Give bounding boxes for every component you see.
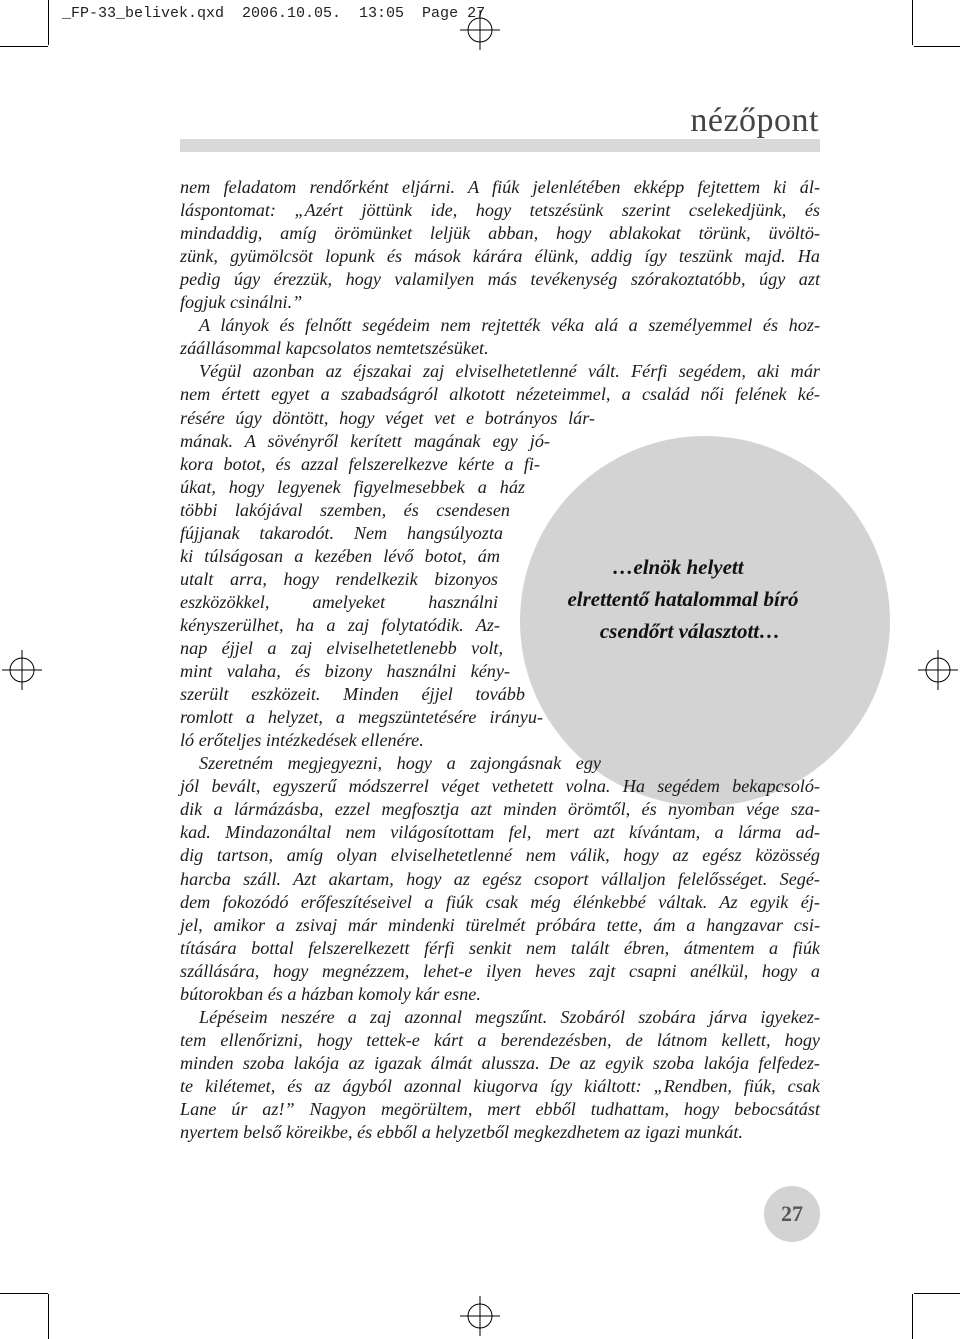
crop-mark (0, 1293, 48, 1294)
crop-mark (48, 1294, 49, 1339)
body-text-line: jól bevált, egyszerű módszerrel véget vethetett volna. Ha segédem bekapcsoló- (180, 776, 820, 797)
body-text-line: bútorokban és a házban komoly kár esne. (180, 983, 481, 1004)
body-text-line: kad. Mindazonáltal nem világosítottam fel, mert azt kívántam, a lárma ad- (180, 822, 820, 843)
body-text-line: kényszerülhet, ha a zaj folytatódik. Az- (180, 614, 500, 635)
page-number: 27 (781, 1201, 803, 1226)
body-text-line: nap éjjel a zaj elviselhetetlenebb volt, (180, 638, 503, 658)
body-text-line: nem feladatom rendőrként eljárni. A fiúk jelenlétében ekképp fejtettem ki ál- (180, 177, 820, 197)
body-text-line: dig tartson, amíg olyan elviselhetetlenné nem válik, hogy az egész közösség (180, 845, 820, 866)
crop-mark (48, 0, 49, 45)
crop-mark (914, 46, 960, 47)
body-text-line: romlott a helyzet, a megszüntetésére irányu- (180, 707, 543, 728)
body-text-line: Végül azonban az éjszakai zaj elviselhetetlenné vált. Férfi segédem, aki már (199, 361, 820, 382)
body-text-line: A lányok és felnőtt segédeim nem rejtették véka alá a személyemmel és hoz- (199, 315, 820, 336)
registration-mark-bottom (460, 1296, 500, 1336)
body-text-line: tem ellenőrizni, hogy tettek-e kárt a berendezésben, de látnom kellett, hogy (180, 1029, 820, 1050)
body-text-line: mának. A sövényről kerített magának egy jó- (180, 430, 550, 451)
section-header-bar (180, 139, 820, 152)
body-text-line: nyertem belső köreikbe, és ebből a helyzetből megkezdhetem az igazi munkát. (180, 1122, 743, 1143)
body-text-line: ki túlságosan a kezében lévő botot, ám (180, 545, 500, 566)
body-text-line: jel, amikor a zsivaj már mindenki türelmét próbára tette, ám a hangzavar csi- (180, 914, 820, 935)
body-text-line: Szeretném megjegyezni, hogy a zajongásnak egy (199, 753, 601, 774)
registration-mark-left (2, 650, 42, 690)
body-text-line: úkat, hogy legyenek figyelmesebbek a ház (180, 476, 525, 497)
body-text-line: mindaddig, amíg örömünket leljük abban, hogy ablakokat törünk, üvöltö- (180, 223, 820, 244)
print-slug: _FP-33_belivek.qxd 2006.10.05. 13:05 Page 27 (62, 5, 486, 22)
crop-mark (0, 46, 48, 47)
body-text-line: te kilétemet, és az ágyból azonnal kiugorva így kiáltott: „Rendben, fiúk, csak (180, 1075, 820, 1096)
crop-mark (912, 0, 913, 45)
body-text-line: szállására, hogy megnézzem, lehet-e ilyen heves zajt csapni anélkül, hogy a (180, 960, 820, 981)
body-text-line: utalt arra, hogy rendelkezik bizonyos (180, 568, 498, 589)
crop-mark (914, 1293, 960, 1294)
section-title: nézőpont (682, 104, 819, 138)
body-text-line: záállásommal kapcsolatos nemtetszésüket. (180, 338, 489, 359)
body-text-line: mint valaha, és bizony használni kény- (180, 661, 510, 682)
registration-mark-right (918, 650, 958, 690)
body-text-line: kora botot, és azzal felszerelkezve kérte a fi- (180, 453, 540, 474)
page-number-badge (764, 1186, 820, 1242)
pull-quote-line: elrettentő hatalommal bíró (567, 587, 799, 611)
body-text-line: szerült eszközeit. Minden éjjel tovább (180, 684, 525, 705)
body-text-line: Lépéseim neszére a zaj azonnal megszűnt. Szobáról szobára járva igyekez- (199, 1006, 820, 1027)
body-text-line: résére úgy döntött, hogy véget vet e botrányos lár- (180, 407, 595, 428)
body-text-line: nem értett egyet a szabadságról alkotott nézeteimmel, a család női felének ké- (180, 384, 820, 405)
body-text-line: eszközökkel, amelyeket használni (180, 591, 498, 612)
body-text-line: ló erőteljes intézkedések ellenére. (180, 730, 424, 751)
body-text-line: pedig úgy érezzük, hogy valamilyen más tevékenység szórakoztatóbb, úgy azt (180, 269, 820, 290)
body-text-line: títására bottal felszerelkezett férfi senkit nem talált ébren, átmentem a fiúk (180, 937, 820, 958)
body-text-line: fogjuk csinálni.” (180, 292, 303, 313)
registration-mark-top (460, 10, 500, 50)
body-text-line: láspontomat: „Azért jöttünk ide, hogy tetszésünk szerint cselekedjünk, és (180, 200, 820, 221)
body-text-line: dem fokozódó erőfeszítéseivel a fiúk csak még élénkebbé váltak. Az egyik éj- (180, 891, 820, 912)
body-text-line: zünk, gyümölcsöt lopunk és mások kárára élünk, addig így teszünk majd. Ha (180, 246, 820, 267)
body-text-line: minden szoba lakója az igazak álmát alussza. De az egyik szoba lakója felfedez- (180, 1052, 820, 1073)
body-text-line: Lane úr az!” Nagyon megörültem, mert ebből tudhattam, hogy bebocsátást (180, 1099, 820, 1119)
pull-quote-line: csendőrt választott… (599, 619, 781, 643)
body-text-line: többi lakójával szemben, és csendesen (180, 499, 510, 520)
body-text-line: harcba száll. Azt akartam, hogy az egész csoport vállaljon felelősséget. Segé- (180, 868, 820, 889)
pull-quote-line: …elnök helyett (612, 555, 744, 579)
body-text-line: fújjanak takarodót. Nem hangsúlyozta (180, 522, 503, 543)
crop-mark (912, 1294, 913, 1339)
body-text-line: dik a lármázásba, ezzel megfosztja azt minden örömtől, és nyomban vége sza- (180, 799, 820, 820)
